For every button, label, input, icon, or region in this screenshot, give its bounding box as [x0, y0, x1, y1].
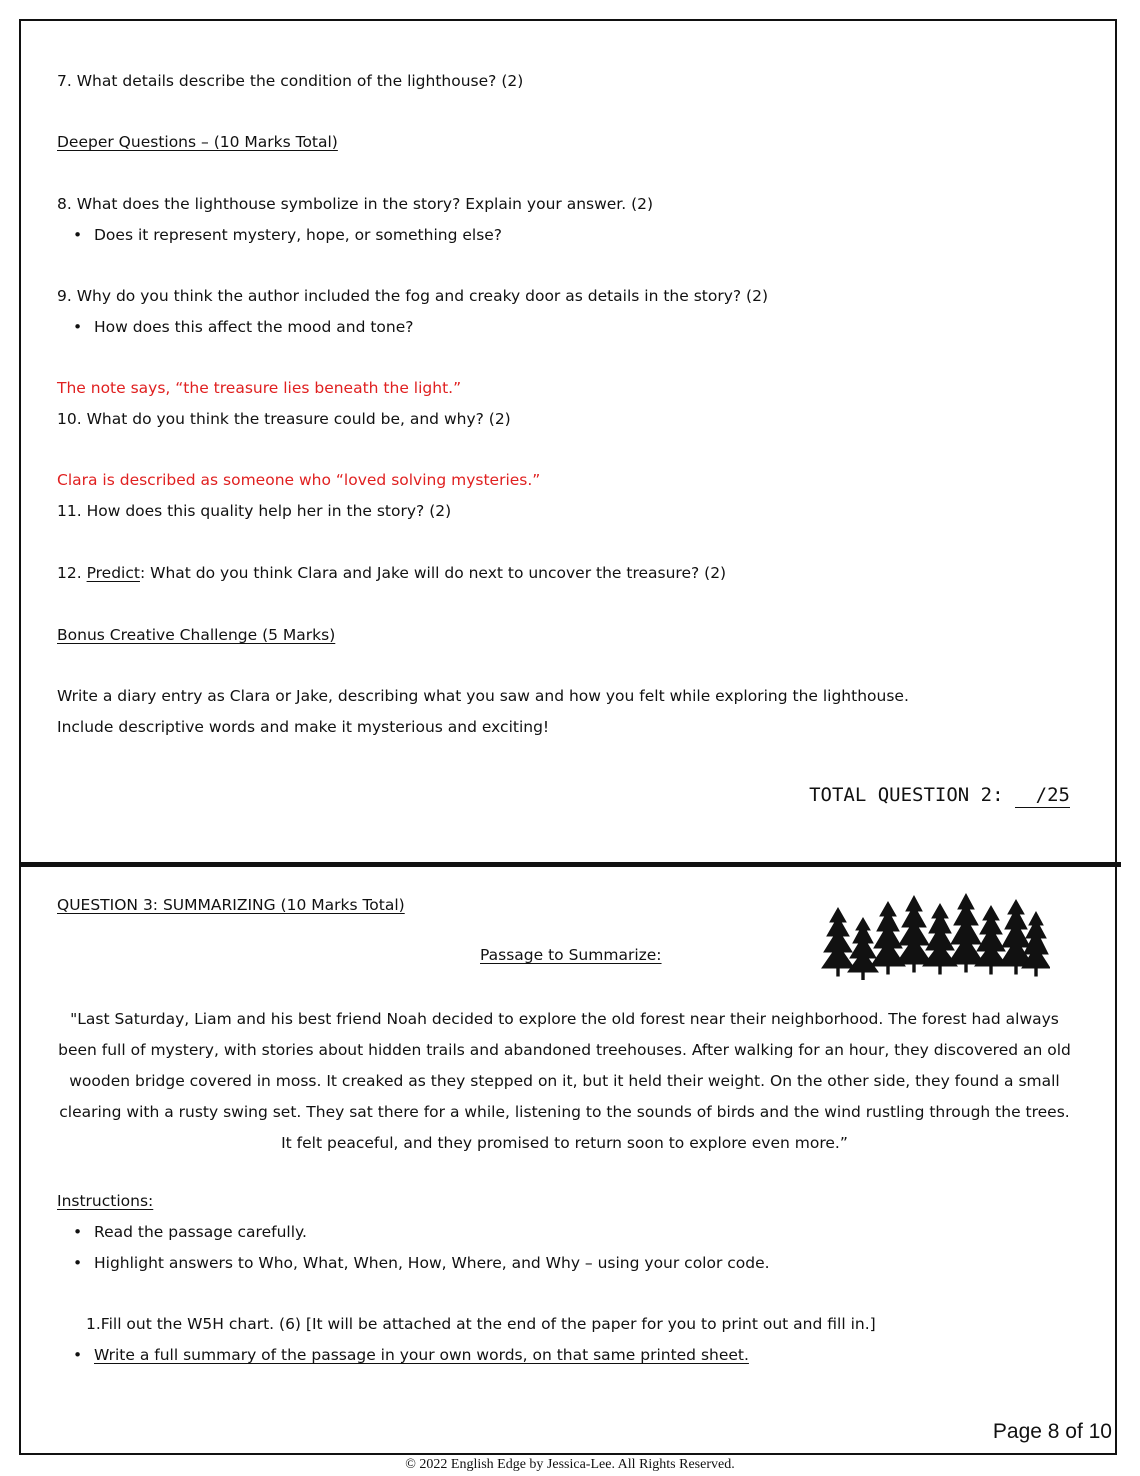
instructions-heading: Instructions:: [57, 1192, 154, 1210]
question-11: 11. How does this quality help her in the story? (2): [57, 502, 452, 520]
question-12-number: 12.: [57, 564, 87, 582]
total-label: TOTAL QUESTION 2:: [809, 784, 1015, 806]
bullet-icon: •: [73, 1223, 83, 1241]
instruction-read: Read the passage carefully.: [94, 1223, 307, 1241]
question-8: 8. What does the lighthouse symbolize in the story? Explain your answer. (2): [57, 195, 654, 213]
page-number: Page 8 of 10: [992, 1420, 1112, 1443]
total-question-2: [809, 783, 1070, 808]
bonus-line-1: Write a diary entry as Clara or Jake, describing what you saw and how you felt while exploring the lighthouse.: [57, 687, 909, 705]
instruction-highlight: Highlight answers to Who, What, When, How, Where, and Why – using your color code.: [94, 1254, 770, 1272]
bonus-line-2: Include descriptive words and make it mysterious and exciting!: [57, 718, 550, 736]
question-12: [57, 563, 726, 583]
passage-text: "Last Saturday, Liam and his best friend Noah decided to explore the old forest near their neighborhood. The forest had always been full of mystery, with stories about hidden trails and abandoned treehouses. After walking for an hour, they discovered an old wooden bridge covered in moss. It creaked as they stepped on it, but it held their weight. On the other side, they found a small clearing with a rusty swing set. They sat there for a while, listening to the sounds of birds and the wind rustling through the trees. It felt peaceful, and they promised to return soon to explore even more.”: [58, 1010, 1071, 1152]
total-score-blank: /25: [1015, 783, 1070, 808]
passage-heading: Passage to Summarize:: [480, 946, 662, 964]
section-divider: [19, 862, 1121, 867]
bullet-icon: •: [73, 226, 83, 244]
question-3-heading: QUESTION 3: SUMMARIZING (10 Marks Total): [57, 896, 405, 914]
question-7: 7. What details describe the condition of the lighthouse? (2): [57, 72, 524, 90]
note-quote: The note says, “the treasure lies beneath the light.”: [57, 379, 462, 397]
question-9: 9. Why do you think the author included the fog and creaky door as details in the story? (2): [57, 287, 769, 305]
bullet-icon: •: [73, 318, 83, 336]
bullet-icon: •: [73, 1346, 83, 1364]
bullet-icon: •: [73, 1254, 83, 1272]
question-12-text: : What do you think Clara and Jake will do next to uncover the treasure? (2): [139, 564, 727, 582]
copyright-notice: © 2022 English Edge by Jessica-Lee. All Rights Reserved.: [405, 1457, 735, 1472]
question-10: 10. What do you think the treasure could be, and why? (2): [57, 410, 511, 428]
instruction-summary: Write a full summary of the passage in your own words, on that same printed sheet.: [94, 1346, 749, 1364]
question-8-bullet: Does it represent mystery, hope, or something else?: [94, 226, 503, 244]
bonus-challenge-heading: Bonus Creative Challenge (5 Marks): [57, 626, 336, 644]
instruction-w5h-chart: 1.Fill out the W5H chart. (6) [It will be attached at the end of the paper for you to print out and fill in.]: [86, 1315, 876, 1333]
clara-quote: Clara is described as someone who “loved solving mysteries.”: [57, 471, 541, 489]
question-9-bullet: How does this affect the mood and tone?: [94, 318, 414, 336]
deeper-questions-heading: Deeper Questions – (10 Marks Total): [57, 133, 338, 151]
pine-trees-icon: [818, 888, 1050, 980]
predict-label: Predict: [86, 564, 140, 582]
